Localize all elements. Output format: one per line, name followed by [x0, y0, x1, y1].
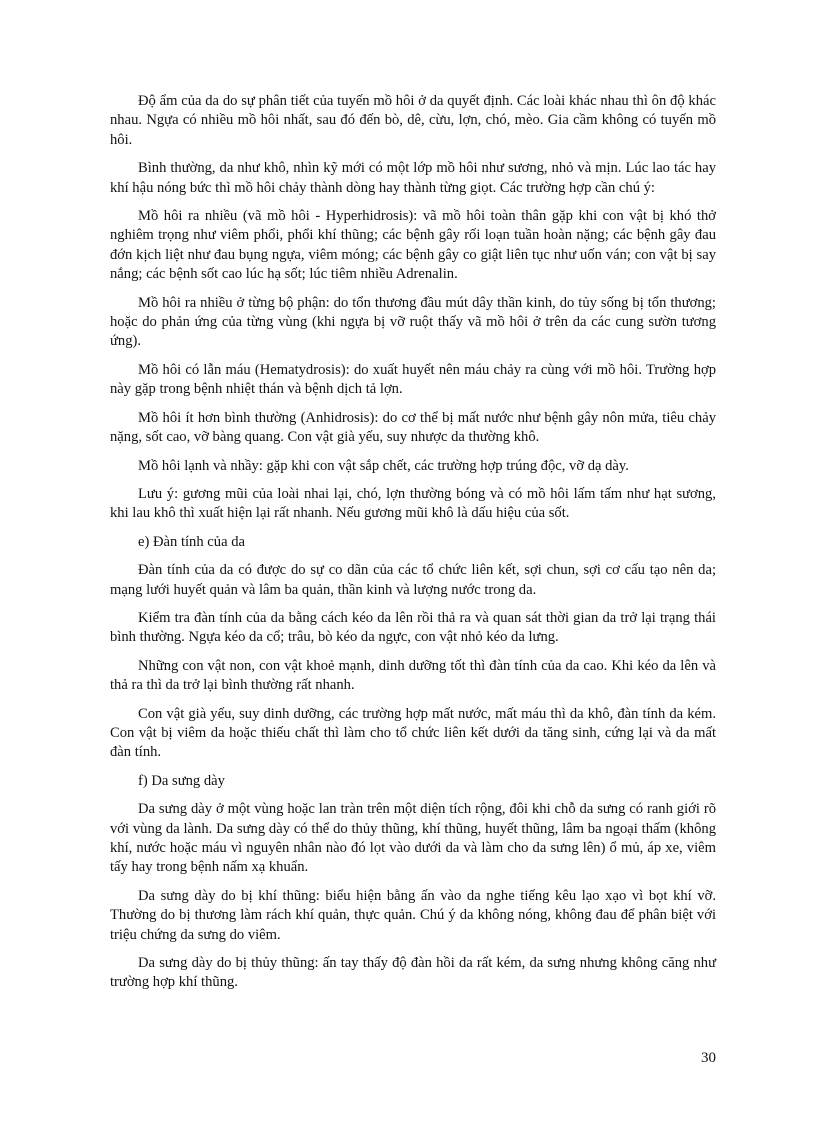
- paragraph-swelling-edema: Da sưng dày do bị thủy thũng: ấn tay thấy độ đàn hồi da rất kém, da sưng nhưng không căng như trường hợp khí thũng.: [110, 955, 716, 991]
- paragraph-elasticity-healthy: Những con vật non, con vật khoẻ mạnh, dinh dưỡng tốt thì đàn tính của da cao. Khi kéo da lên và thả ra thì da trở lại bình thường rất nhanh.: [110, 657, 716, 694]
- page-number: 30: [701, 1050, 716, 1066]
- section-heading-elasticity: e) Đàn tính của da: [138, 533, 245, 550]
- paragraph-local-sweating: Mồ hôi ra nhiều ở từng bộ phận: do tổn thương đầu mút dây thần kinh, do tủy sống bị tổn thương; hoặc do phản ứng của từng vùng (khi ngựa bị vỡ ruột thấy vã mồ hôi ở trên da các cung sườn tương ứng).: [110, 294, 716, 350]
- paragraph-skin-moisture: Độ ẩm của da do sự phân tiết của tuyến mồ hôi ở da quyết định. Các loài khác nhau thì ôn độ khác nhau. Ngựa có nhiều mồ hôi nhất, sau đó đến bò, dê, cừu, lợn, chó, mèo. Gia cầm không có tuyến mồ hôi.: [110, 93, 716, 148]
- paragraph-cold-sweat: Mồ hôi lạnh và nhầy: gặp khi con vật sắp chết, các trường hợp trúng độc, vỡ dạ dày.: [138, 457, 629, 474]
- paragraph-normal-sweat: Bình thường, da như khô, nhìn kỹ mới có một lớp mồ hôi như sương, nhỏ và mịn. Lúc lao tác hay khí hậu nóng bức thì mồ hôi chảy thành dòng hay thành từng giọt. Các trường hợp cần chú ý:: [110, 160, 716, 196]
- paragraph-hyperhidrosis: Mồ hôi ra nhiều (vã mồ hôi - Hyperhidrosis): vã mồ hôi toàn thân gặp khi con vật bị khó thở nghiêm trọng như viêm phổi, phổi khí thũng; các bệnh gây rối loạn tuần hoàn nặng; các bệnh gây đau đớn kịch liệt như đau bụng ngựa, viêm móng; các bệnh gây co giật liên tục như uốn ván; con vật bị say nắng; các bệnh sốt cao lúc hạ sốt; lúc tiêm nhiều Adrenalin.: [110, 208, 716, 283]
- section-heading-swelling: f) Da sưng dày: [138, 772, 225, 789]
- paragraph-swelling-general: Da sưng dày ở một vùng hoặc lan tràn trên một diện tích rộng, đôi khi chỗ da sưng có ranh giới rõ với vùng da lành. Da sưng dày có thể do thủy thũng, khí thũng, huyết thũng, lâm ba ngoại thấm (không khí, nước hoặc máu vì nguyên nhân nào đó lọt vào dưới da và làm cho da sưng lên) ổ mủ, áp xe, viêm tấy hay trong bệnh nấm xạ khuẩn.: [110, 801, 716, 876]
- page-content: [110, 92, 716, 1002]
- paragraph-elasticity-poor: Con vật già yếu, suy dinh dưỡng, các trường hợp mất nước, mất máu thì da khô, đàn tính da kém. Con vật bị viêm da hoặc thiếu chất thì làm cho tổ chức liên kết dưới da tăng sinh, cứng lại và da mất đàn tính.: [110, 705, 716, 761]
- paragraph-note-nose: Lưu ý: gương mũi của loài nhai lại, chó, lợn thường bóng và có mồ hôi lấm tấm như hạt sương, khi lau khô thì xuất hiện lại rất nhanh. Nếu gương mũi khô là dấu hiệu của sốt.: [110, 485, 716, 522]
- paragraph-swelling-emphysema: Da sưng dày do bị khí thũng: biểu hiện bằng ấn vào da nghe tiếng kêu lạo xạo vì bọt khí vỡ. Thường do bị thương làm rách khí quản, thực quản. Chú ý da không nóng, không đau để phân biệt với triệu chứng da sưng do viêm.: [110, 887, 716, 943]
- paragraph-hematydrosis: Mồ hôi có lẫn máu (Hematydrosis): do xuất huyết nên máu chảy ra cùng với mồ hôi. Trường hợp này gặp trong bệnh nhiệt thán và bệnh dịch tả lợn.: [110, 361, 716, 398]
- paragraph-elasticity-test: Kiểm tra đàn tính của da bằng cách kéo da lên rồi thả ra và quan sát thời gian da trở lại trạng thái bình thường. Ngựa kéo da cổ; trâu, bò kéo da ngực, con vật nhỏ kéo da lưng.: [110, 609, 716, 646]
- paragraph-elasticity-cause: Đàn tính của da có được do sự co dãn của các tổ chức liên kết, sợi chun, sợi cơ cấu tạo nên da; mạng lưới huyết quản và lâm ba quản, thần kinh và lượng nước trong da.: [110, 562, 716, 598]
- paragraph-anhidrosis: Mồ hôi ít hơn bình thường (Anhidrosis): do cơ thể bị mất nước như bệnh gây nôn mửa, tiêu chảy nặng, sốt cao, vỡ bàng quang. Con vật già yếu, suy nhược da thường khô.: [110, 409, 716, 446]
